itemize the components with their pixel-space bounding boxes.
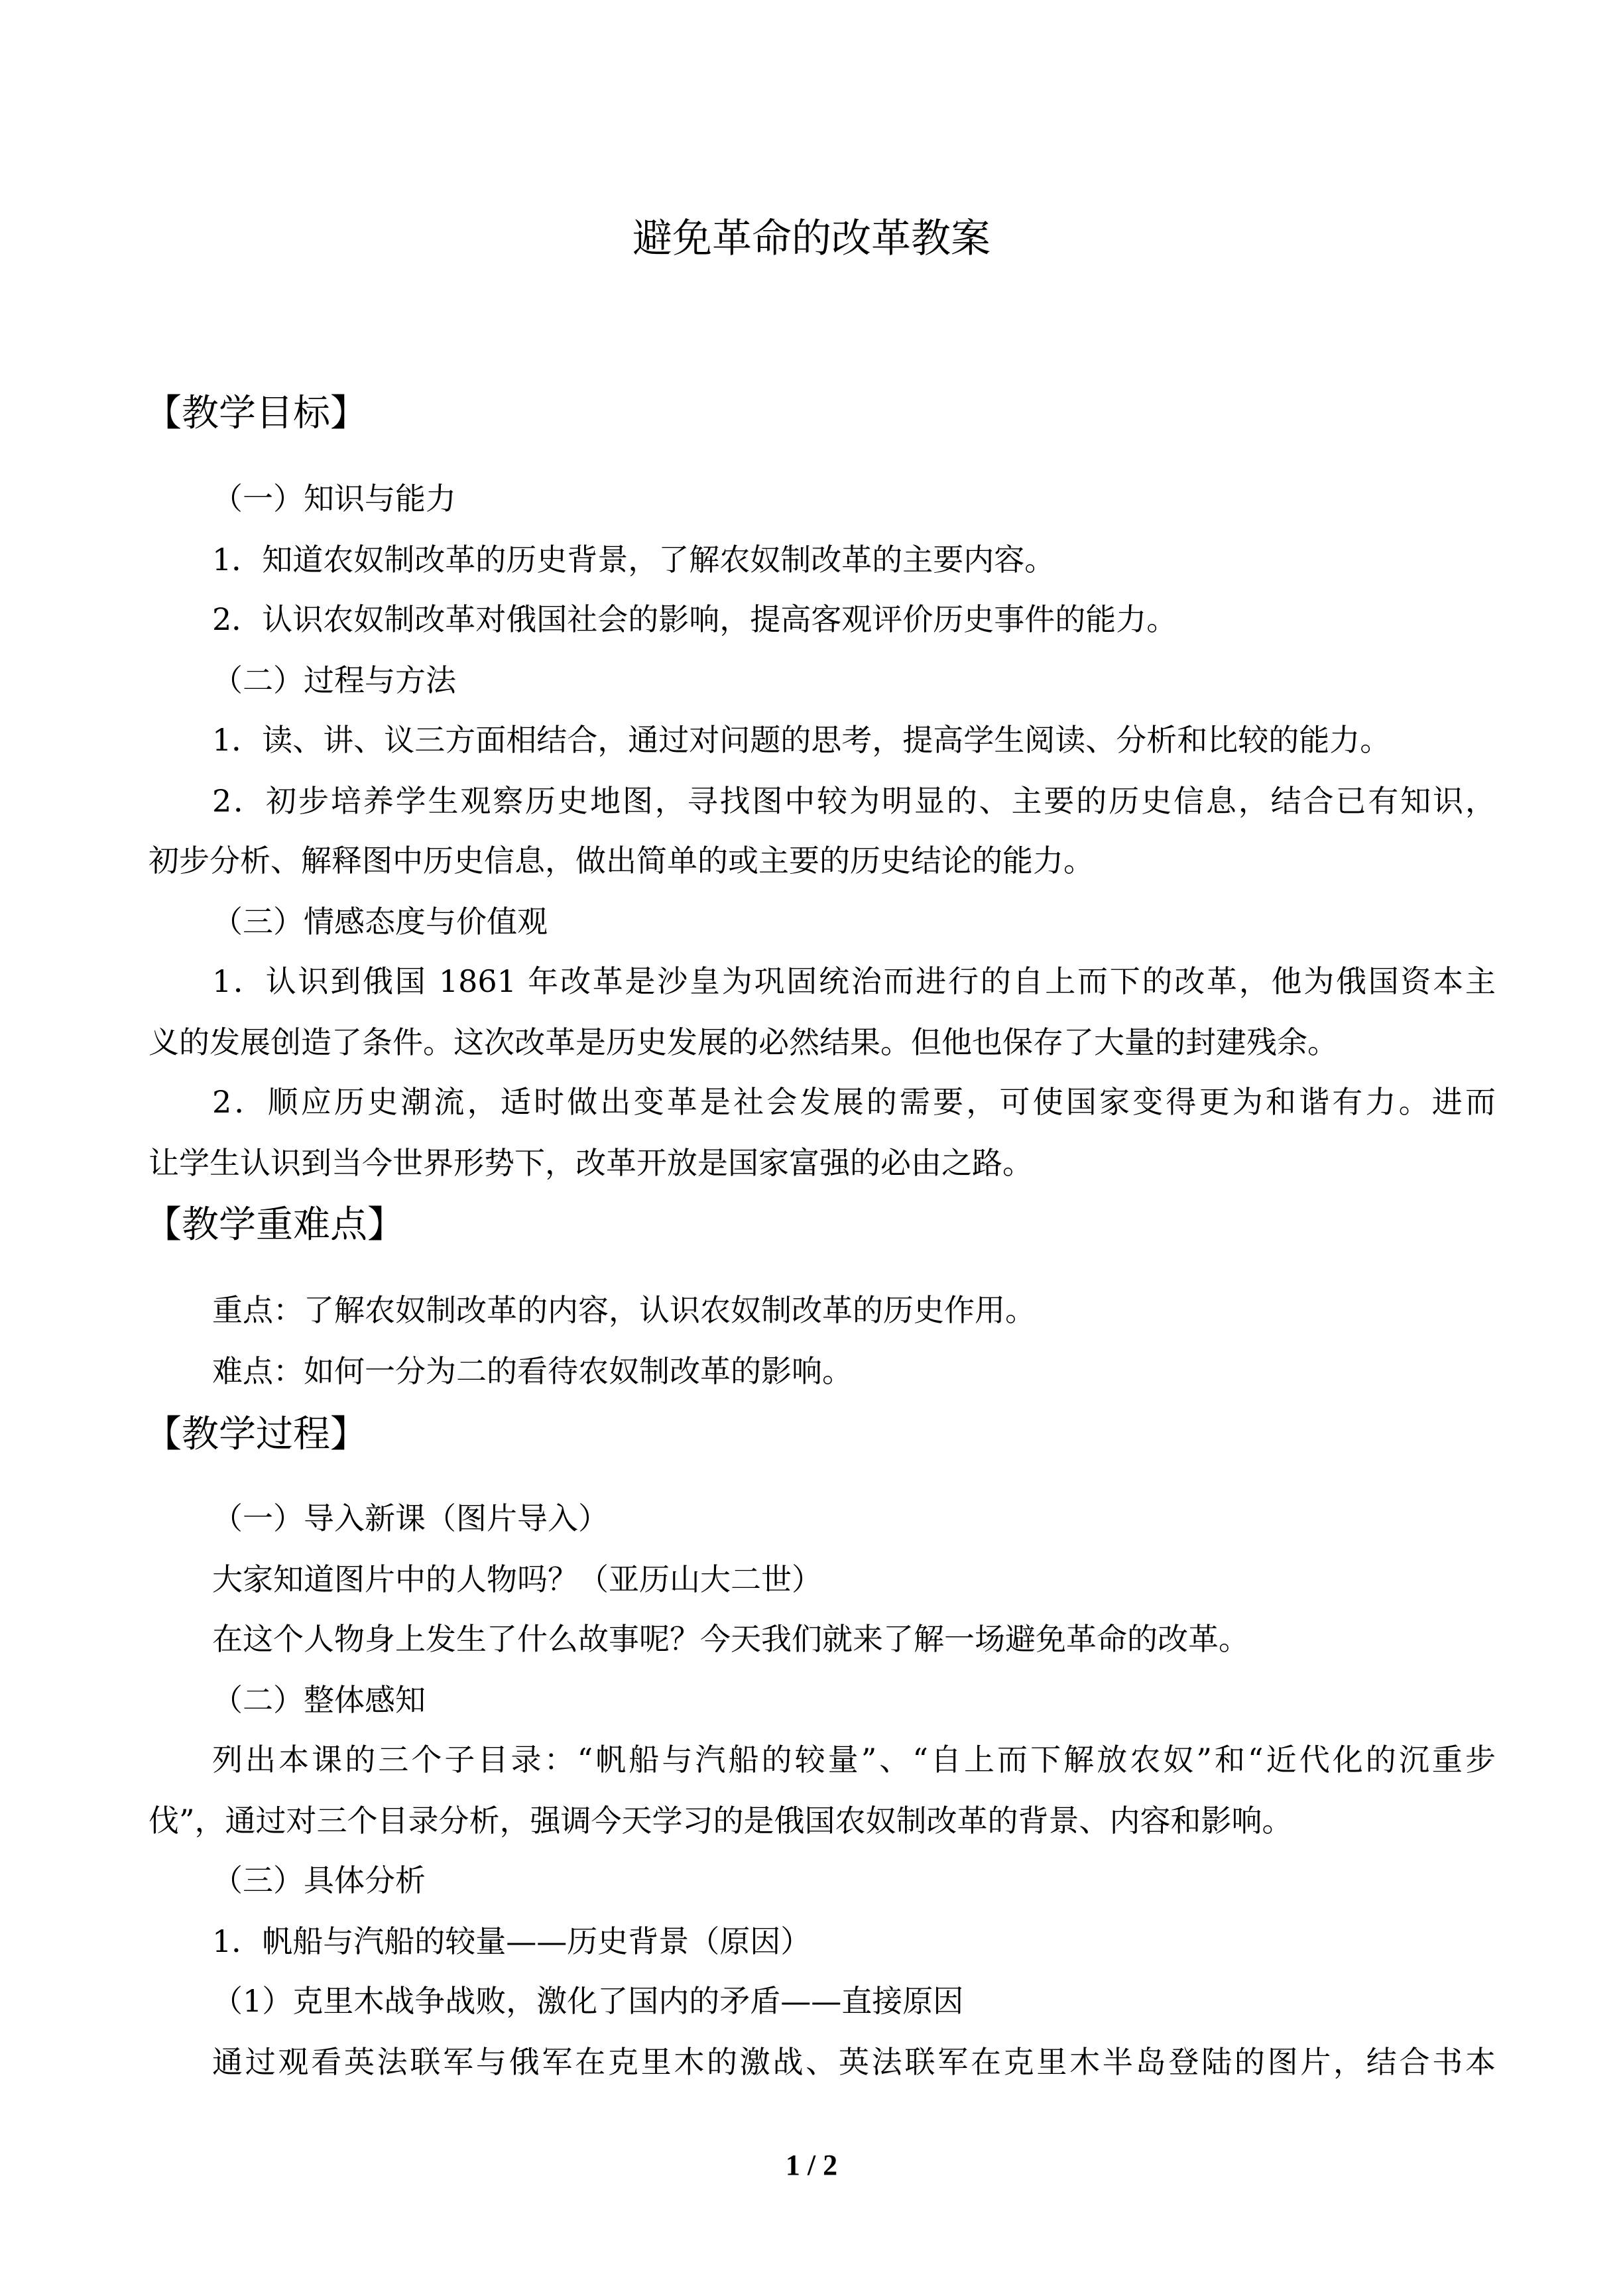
objective-item: 1．知道农奴制改革的历史背景，了解农奴制改革的主要内容。	[212, 542, 1055, 577]
subheading-overall-perception: （二）整体感知	[212, 1682, 426, 1718]
page-number: 1 / 2	[785, 2149, 838, 2181]
objective-item: 1．认识到俄国 1861 年改革是沙皇为巩固统治而进行的自上而下的改革，他为俄国资本主	[212, 963, 1496, 999]
objective-item: 2．认识农奴制改革对俄国社会的影响，提高客观评价历史事件的能力。	[212, 601, 1177, 637]
process-paragraph: 通过观看英法联军与俄军在克里木的激战、英法联军在克里木半岛登陆的图片，结合书本	[212, 2044, 1496, 2080]
objective-item-continued: 义的发展创造了条件。这次改革是历史发展的必然结果。但他也保存了大量的封建残余。	[149, 1024, 1338, 1060]
subheading-introduction: （一）导入新课（图片导入）	[212, 1500, 609, 1536]
heading-teaching-objectives: 【教学目标】	[145, 392, 367, 435]
objective-item: 2．顺应历史潮流，适时做出变革是社会发展的需要，可使国家变得更为和谐有力。进而	[212, 1084, 1496, 1120]
document-title: 避免革命的改革教案	[632, 215, 991, 262]
objective-item: 1．读、讲、议三方面相结合，通过对问题的思考，提高学生阅读、分析和比较的能力。	[212, 722, 1391, 758]
process-paragraph: （1）克里木战争战败，激化了国内的矛盾——直接原因	[212, 1983, 964, 2019]
subheading-process-method: （二）过程与方法	[212, 662, 456, 698]
process-paragraph: 大家知道图片中的人物吗？（亚历山大二世）	[212, 1561, 822, 1597]
process-paragraph: 1．帆船与汽船的较量——历史背景（原因）	[212, 1923, 812, 1959]
process-paragraph: 列出本课的三个子目录：“帆船与汽船的较量”、“自上而下解放农奴”和“近代化的沉重步	[212, 1742, 1496, 1778]
heading-teaching-process: 【教学过程】	[145, 1413, 367, 1456]
objective-item-continued: 让学生认识到当今世界形势下，改革开放是国家富强的必由之路。	[149, 1145, 1033, 1181]
difficult-point: 难点：如何一分为二的看待农奴制改革的影响。	[212, 1353, 853, 1389]
subheading-specific-analysis: （三）具体分析	[212, 1862, 426, 1898]
subheading-knowledge-ability: （一）知识与能力	[212, 481, 456, 516]
key-point: 重点：了解农奴制改革的内容，认识农奴制改革的历史作用。	[212, 1292, 1036, 1328]
process-paragraph: 在这个人物身上发生了什么故事呢？今天我们就来了解一场避免革命的改革。	[212, 1621, 1249, 1657]
subheading-emotion-values: （三）情感态度与价值观	[212, 904, 548, 939]
objective-item: 2．初步培养学生观察历史地图，寻找图中较为明显的、主要的历史信息，结合已有知识，	[212, 783, 1496, 819]
heading-key-difficult-points: 【教学重难点】	[145, 1203, 404, 1246]
process-paragraph-continued: 伐”，通过对三个目录分析，强调今天学习的是俄国农奴制改革的背景、内容和影响。	[149, 1803, 1293, 1839]
objective-item-continued: 初步分析、解释图中历史信息，做出简单的或主要的历史结论的能力。	[149, 843, 1094, 878]
